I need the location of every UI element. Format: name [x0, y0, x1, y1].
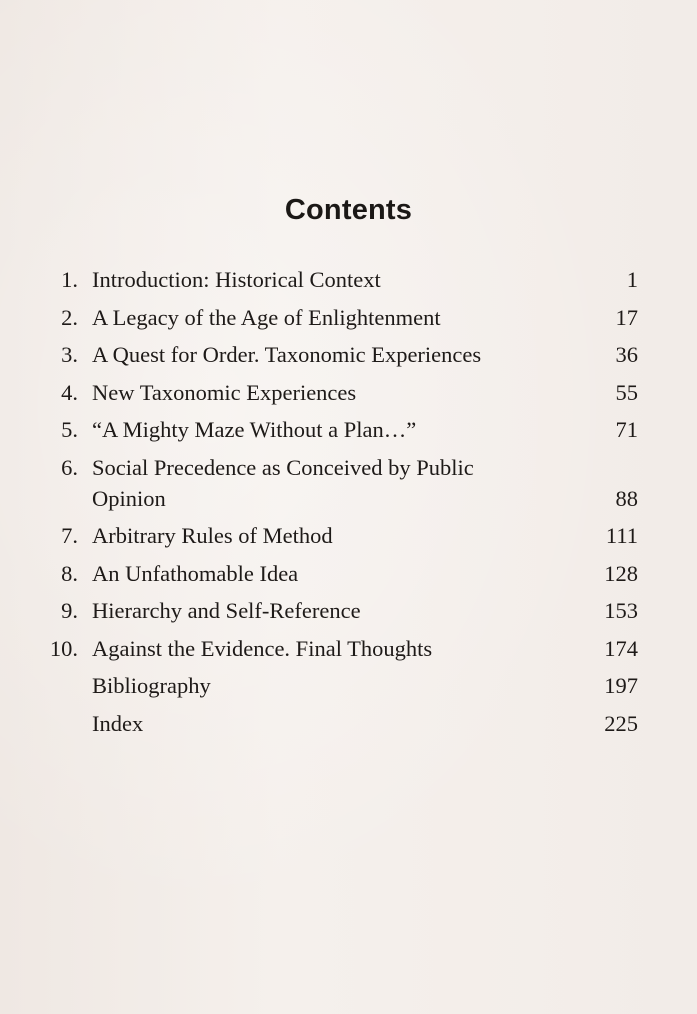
toc-entry	[40, 595, 638, 626]
page-title: Contents	[284, 194, 413, 226]
page-number: 128	[604, 560, 638, 586]
chapter-title: Social Precedence as Conceived by Public Opinion	[92, 454, 474, 511]
chapter-number: 8.	[61, 560, 78, 586]
page-number: 88	[615, 485, 638, 511]
chapter-number: 4.	[61, 379, 78, 405]
page-number: 71	[615, 417, 638, 442]
chapter-number: 6.	[61, 454, 78, 480]
page-number: 174	[604, 635, 638, 661]
chapter-title: Index	[92, 710, 144, 736]
toc-entry	[40, 414, 638, 445]
chapter-title: Arbitrary Rules of Method	[92, 523, 333, 548]
chapter-title: Hierarchy and Self-Reference	[92, 598, 361, 623]
page-number: 1	[626, 267, 638, 292]
chapter-title: A Legacy of the Age of Enlightenment	[92, 304, 441, 330]
toc-entry	[40, 264, 638, 295]
page-number: 17	[615, 304, 638, 330]
chapter-title: Against the Evidence. Final Thoughts	[92, 635, 433, 661]
page-number: 36	[615, 342, 638, 367]
toc-entry	[40, 377, 638, 408]
page-number: 225	[604, 710, 638, 736]
toc-entry	[40, 670, 638, 701]
chapter-number: 7.	[61, 523, 78, 548]
page-number: 197	[604, 673, 638, 698]
toc-entry	[40, 302, 638, 333]
chapter-title: Introduction: Historical Context	[92, 267, 381, 292]
page-number: 111	[605, 523, 638, 548]
chapter-number: 9.	[61, 598, 78, 623]
chapter-title: “A Mighty Maze Without a Plan…”	[92, 417, 417, 442]
chapter-number: 3.	[61, 342, 78, 367]
chapter-title: Bibliography	[92, 673, 211, 698]
chapter-number: 1.	[61, 267, 78, 292]
toc-entry	[40, 452, 638, 514]
chapter-number: 5.	[61, 417, 78, 442]
toc-entry	[40, 558, 638, 589]
page-number: 55	[615, 379, 638, 405]
toc-entry	[40, 339, 638, 370]
toc-entry	[40, 708, 638, 739]
page-number: 153	[604, 598, 638, 623]
chapter-title: A Quest for Order. Taxonomic Experiences	[92, 342, 482, 367]
chapter-title: New Taxonomic Experiences	[92, 379, 357, 405]
toc-entry	[40, 520, 638, 551]
toc-entry	[40, 633, 638, 664]
chapter-number: 2.	[61, 304, 78, 330]
chapter-number: 10.	[49, 635, 78, 661]
table-of-contents	[40, 264, 638, 745]
chapter-title: An Unfathomable Idea	[92, 560, 299, 586]
